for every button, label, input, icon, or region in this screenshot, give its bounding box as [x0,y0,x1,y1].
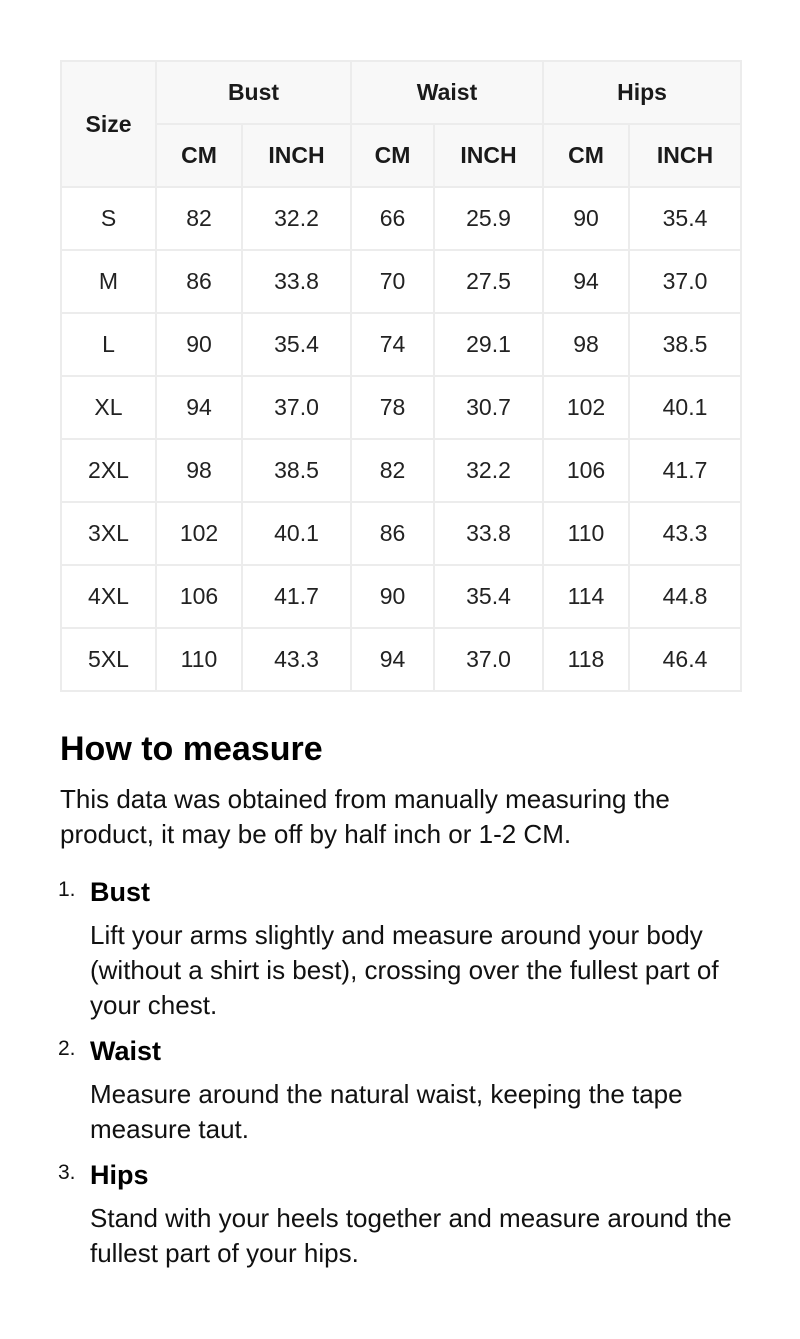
table-row [61,628,741,691]
step-description: Lift your arms slightly and measure around your body (without a shirt is best), crossing over the fullest part of your chest. [90,920,719,1020]
header-row-units [61,124,741,187]
header-unit: INCH [434,124,543,187]
measurement-cell: 94 [351,628,434,691]
measurement-cell: 118 [543,628,629,691]
size-cell: S [61,187,156,250]
measurement-cell: 106 [543,439,629,502]
measurement-cell: 40.1 [242,502,351,565]
measurement-cell: 32.2 [434,439,543,502]
measurement-cell: 37.0 [629,250,741,313]
table-row [61,187,741,250]
step-title: Bust [90,877,150,907]
measurement-cell: 86 [351,502,434,565]
measure-steps-list [60,874,760,1271]
table-body [61,187,741,691]
step-description: Measure around the natural waist, keeping the tape measure taut. [90,1079,683,1144]
step-title: Hips [90,1160,149,1190]
measurement-cell: 43.3 [629,502,741,565]
measurement-cell: 41.7 [242,565,351,628]
step-description: Stand with your heels together and measure around the fullest part of your hips. [90,1203,732,1268]
measurement-cell: 46.4 [629,628,741,691]
size-cell: 3XL [61,502,156,565]
measurement-cell: 102 [543,376,629,439]
measure-step-bust [60,874,760,1023]
header-row-groups [61,61,741,124]
header-unit: INCH [629,124,741,187]
size-cell: 4XL [61,565,156,628]
table-row [61,565,741,628]
measurement-cell: 37.0 [242,376,351,439]
header-unit: CM [543,124,629,187]
measurement-cell: 70 [351,250,434,313]
size-cell: L [61,313,156,376]
measurement-cell: 38.5 [242,439,351,502]
table-row [61,376,741,439]
table-row [61,313,741,376]
measurement-cell: 66 [351,187,434,250]
measurement-cell: 44.8 [629,565,741,628]
measurement-cell: 98 [156,439,242,502]
measurement-cell: 41.7 [629,439,741,502]
header-unit: INCH [242,124,351,187]
measurement-cell: 106 [156,565,242,628]
size-cell: 5XL [61,628,156,691]
measurement-cell: 30.7 [434,376,543,439]
measurement-cell: 110 [543,502,629,565]
measurement-cell: 90 [156,313,242,376]
step-number: 2. [58,1037,76,1060]
step-title: Waist [90,1036,162,1066]
measurement-cell: 38.5 [629,313,741,376]
measurement-cell: 82 [351,439,434,502]
measurement-cell: 35.4 [629,187,741,250]
measurement-cell: 29.1 [434,313,543,376]
size-chart-table [60,60,742,692]
measure-step-waist [60,1033,760,1147]
measurement-cell: 35.4 [434,565,543,628]
size-cell: M [61,250,156,313]
table-row [61,439,741,502]
measurement-cell: 94 [156,376,242,439]
measure-step-hips [60,1157,760,1271]
how-to-measure-description: This data was obtained from manually measuring the product, it may be off by half inch or 1-2 CM. [60,784,670,849]
header-bust: Bust [156,61,351,124]
measurement-cell: 40.1 [629,376,741,439]
step-number: 1. [58,878,76,901]
measurement-cell: 37.0 [434,628,543,691]
measurement-cell: 90 [543,187,629,250]
measurement-cell: 33.8 [434,502,543,565]
measurement-cell: 90 [351,565,434,628]
size-cell: XL [61,376,156,439]
header-hips: Hips [543,61,741,124]
header-waist: Waist [351,61,543,124]
measurement-cell: 74 [351,313,434,376]
measurement-cell: 32.2 [242,187,351,250]
measurement-cell: 94 [543,250,629,313]
measurement-cell: 27.5 [434,250,543,313]
table-row [61,502,741,565]
table-header [61,61,741,187]
measurement-cell: 114 [543,565,629,628]
header-unit: CM [156,124,242,187]
size-cell: 2XL [61,439,156,502]
measurement-cell: 33.8 [242,250,351,313]
how-to-measure-section [60,728,760,1281]
measurement-cell: 98 [543,313,629,376]
measurement-cell: 35.4 [242,313,351,376]
measurement-cell: 78 [351,376,434,439]
measurement-cell: 110 [156,628,242,691]
table-row [61,250,741,313]
measurement-cell: 43.3 [242,628,351,691]
how-to-measure-title: How to measure [60,730,323,768]
measurement-cell: 82 [156,187,242,250]
step-number: 3. [58,1161,76,1184]
measurement-cell: 102 [156,502,242,565]
header-unit: CM [351,124,434,187]
header-size: Size [61,61,156,187]
measurement-cell: 86 [156,250,242,313]
measurement-cell: 25.9 [434,187,543,250]
